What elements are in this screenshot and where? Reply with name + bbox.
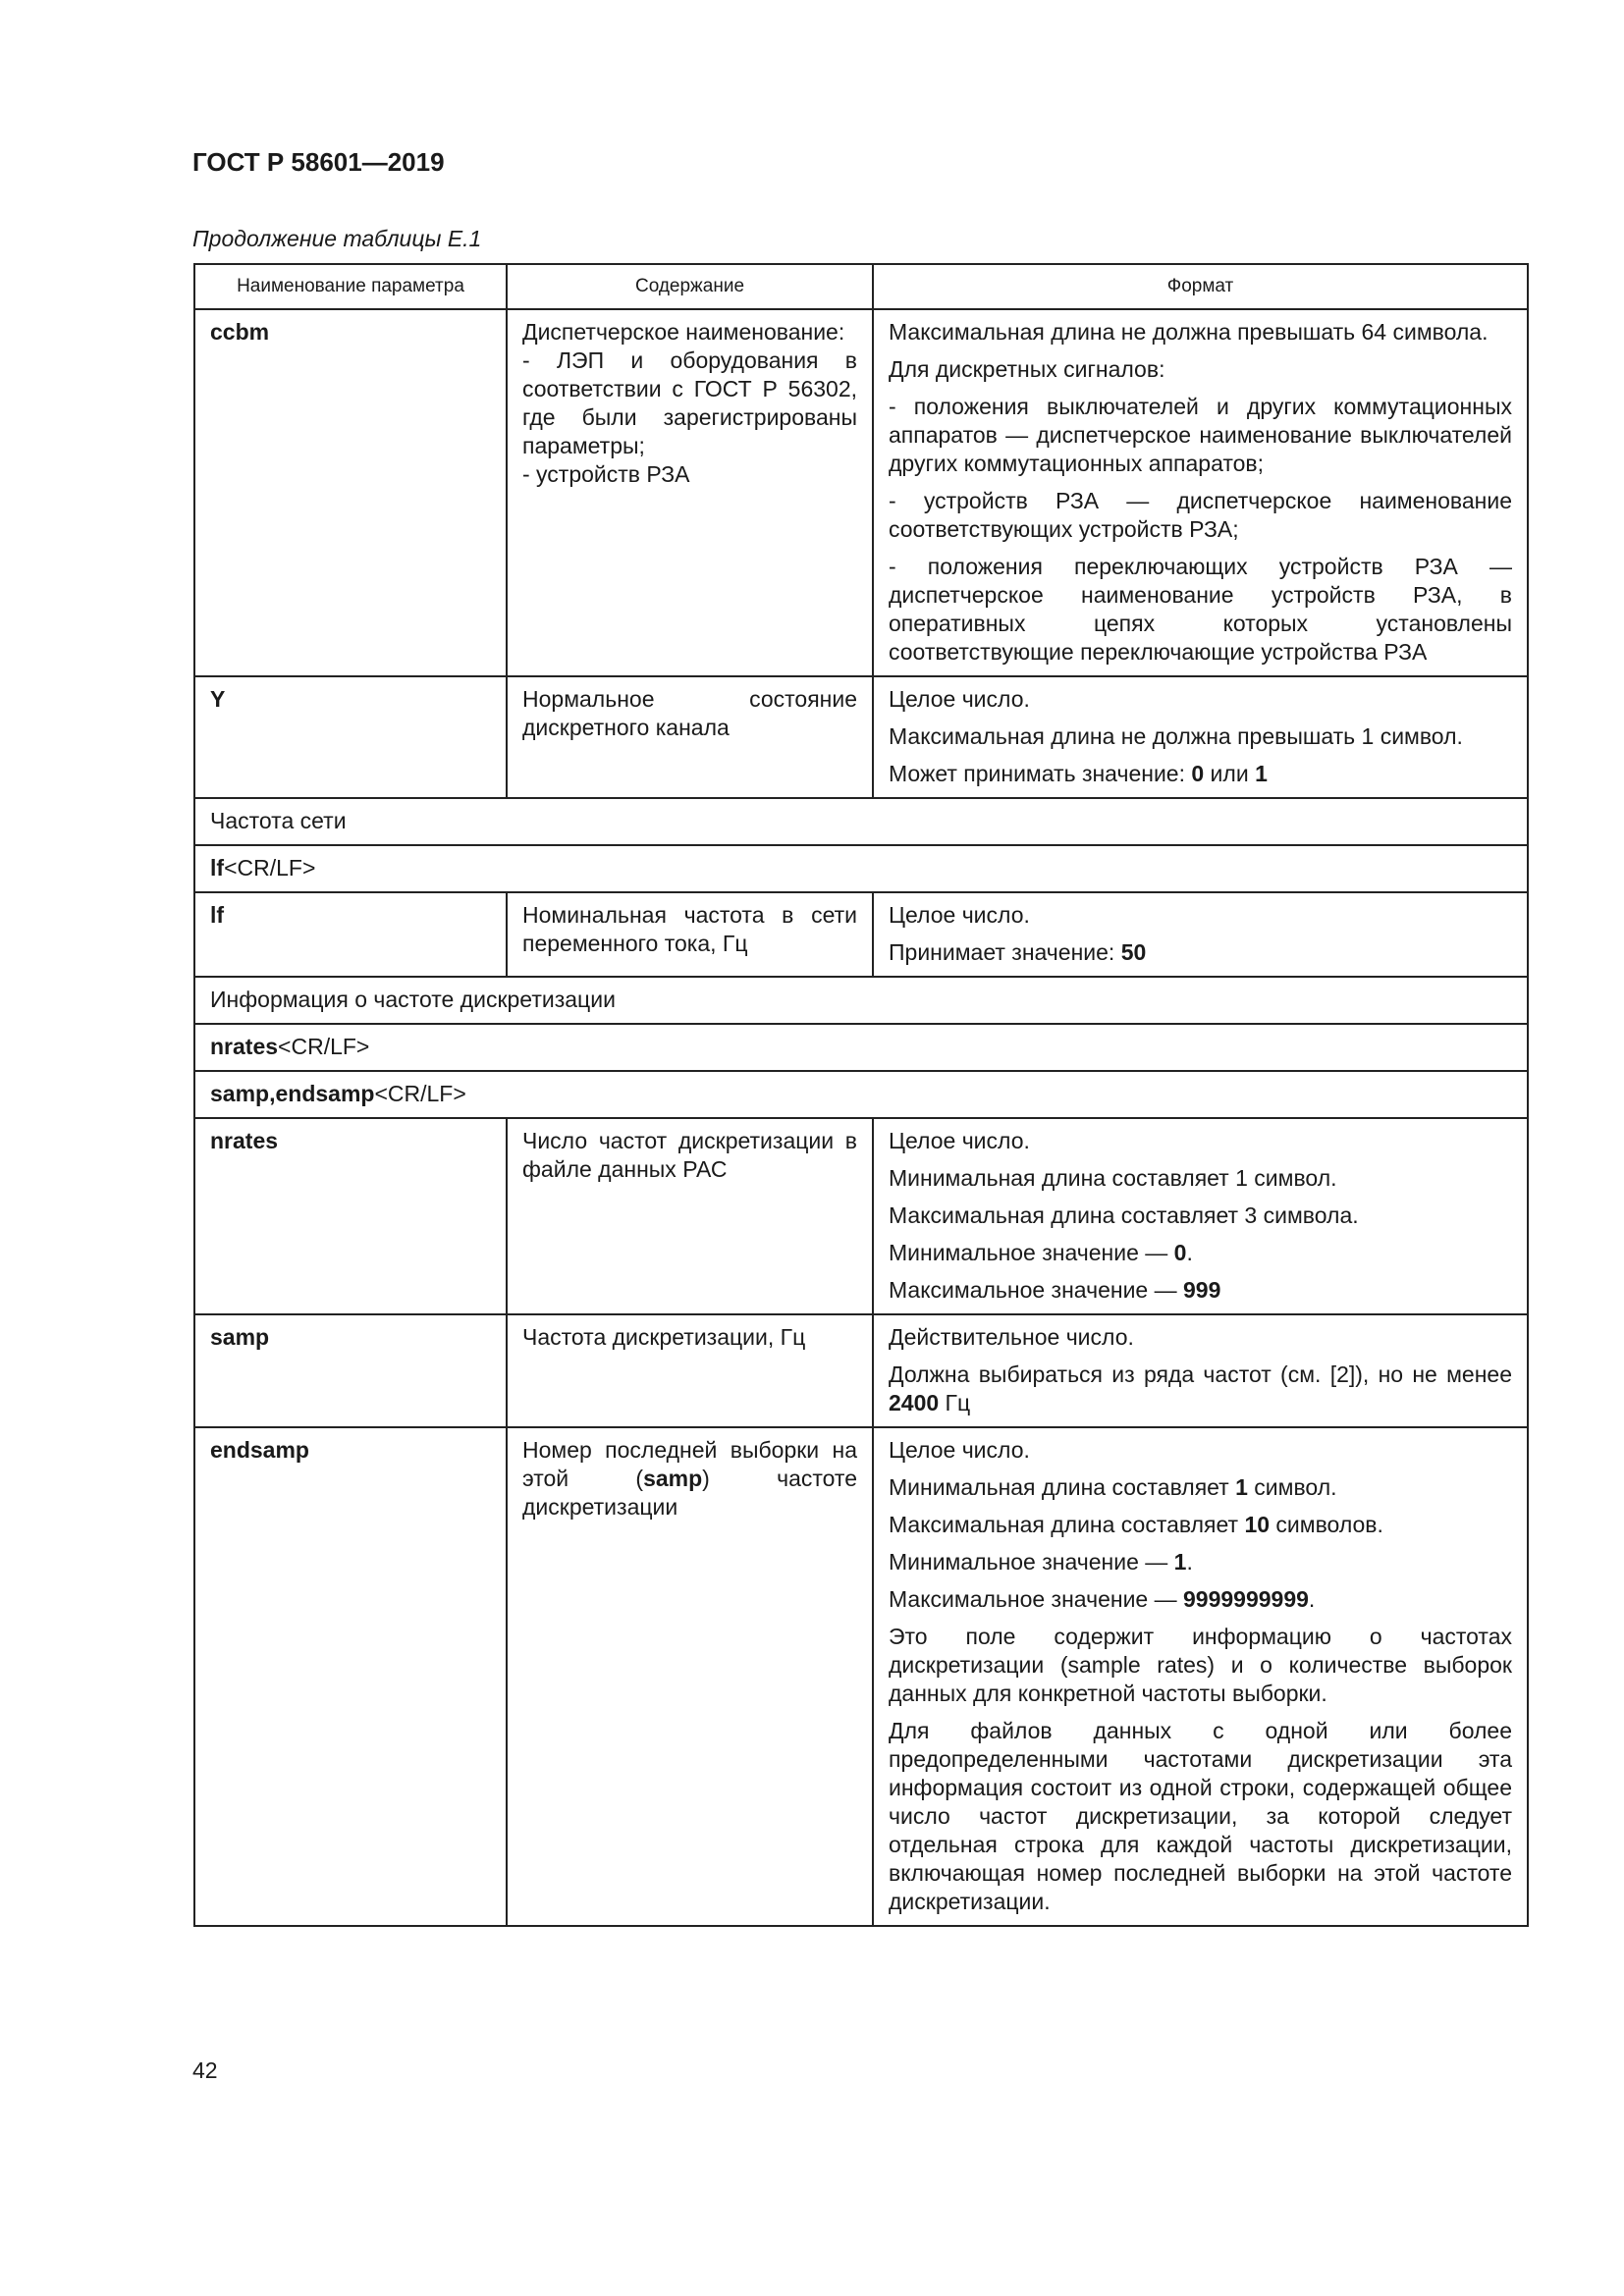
param-content: Число частот дискретизации в файле данных РАС xyxy=(507,1118,873,1314)
section-title: Информация о частоте дискретизации xyxy=(194,977,1528,1024)
section-row-sampling-info xyxy=(194,977,1528,1024)
table-row-ccbm xyxy=(194,309,1528,676)
table-header-row xyxy=(194,264,1528,309)
param-name: Y xyxy=(194,676,507,798)
column-header-name: Наименование параметра xyxy=(194,264,507,309)
table-caption: Продолжение таблицы Е.1 xyxy=(192,226,482,251)
param-content: Частота дискретизации, Гц xyxy=(507,1314,873,1427)
param-format: Максимальная длина не должна превышать 64 символа. Для дискретных сигналов: - положения выключателей и других коммутационных аппаратов — диспетчерское наименование выключателей других коммутационных аппаратов; - устройств РЗА — диспетчерское наименование соответствующих устройств РЗА; - положения переключающих устройств РЗА — диспетчерское наименование устройств РЗА, в оперативных цепях которых установлены соответствующие переключающие устройства РЗА xyxy=(873,309,1528,676)
parameters-table xyxy=(193,263,1529,1927)
section-row-network-frequency xyxy=(194,798,1528,845)
param-content: Диспетчерское наименование: - ЛЭП и оборудования в соответствии с ГОСТ Р 56302, где были зарегистрированы параметры; - устройств РЗА xyxy=(507,309,873,676)
column-header-content: Содержание xyxy=(507,264,873,309)
param-format: Целое число. Минимальная длина составляет 1 символ. Максимальная длина составляет 10 символов. Минимальное значение — 1. Максимальное значение — 9999999999. Это поле содержит информацию о частотах дискретизации (sample rates) и о количестве выборок данных для конкретной частоты выборки. Для файлов данных с одной или более предопределенными частотами дискретизации эта информация состоит из одной строки, содержащей общее число частот дискретизации, за которой следует отдельная строка для каждой частоты дискретизации, включающая номер последней выборки на этой частоте дискретизации. xyxy=(873,1427,1528,1926)
param-format: Целое число. Минимальная длина составляет 1 символ. Максимальная длина составляет 3 символа. Минимальное значение — 0. Максимальное значение — 999 xyxy=(873,1118,1528,1314)
param-format: Целое число. Принимает значение: 50 xyxy=(873,892,1528,977)
syntax-row-lf: lf<CR/LF> xyxy=(194,845,1528,892)
section-title: Частота сети xyxy=(194,798,1528,845)
syntax-row-samp-endsamp: samp,endsamp<CR/LF> xyxy=(194,1071,1528,1118)
param-format: Целое число. Максимальная длина не должна превышать 1 символ. Может принимать значение: 0 или 1 xyxy=(873,676,1528,798)
param-content: Нормальное состояние дискретного канала xyxy=(507,676,873,798)
param-name: ccbm xyxy=(194,309,507,676)
table-row-samp xyxy=(194,1314,1528,1427)
param-format: Действительное число. Должна выбираться из ряда частот (см. [2]), но не менее 2400 Гц xyxy=(873,1314,1528,1427)
param-name: samp xyxy=(194,1314,507,1427)
page-number: 42 xyxy=(192,2057,218,2083)
document-header: ГОСТ Р 58601—2019 xyxy=(192,147,445,177)
param-name: nrates xyxy=(194,1118,507,1314)
param-name: endsamp xyxy=(194,1427,507,1926)
table-row-y xyxy=(194,676,1528,798)
syntax-row-nrates: nrates<CR/LF> xyxy=(194,1024,1528,1071)
param-content: Номер последней выборки на этой (samp) частоте дискретизации xyxy=(507,1427,873,1926)
table-row-lf xyxy=(194,892,1528,977)
param-name: lf xyxy=(194,892,507,977)
column-header-format: Формат xyxy=(873,264,1528,309)
param-content: Номинальная частота в сети переменного тока, Гц xyxy=(507,892,873,977)
table-row-nrates xyxy=(194,1118,1528,1314)
table-row-endsamp xyxy=(194,1427,1528,1926)
